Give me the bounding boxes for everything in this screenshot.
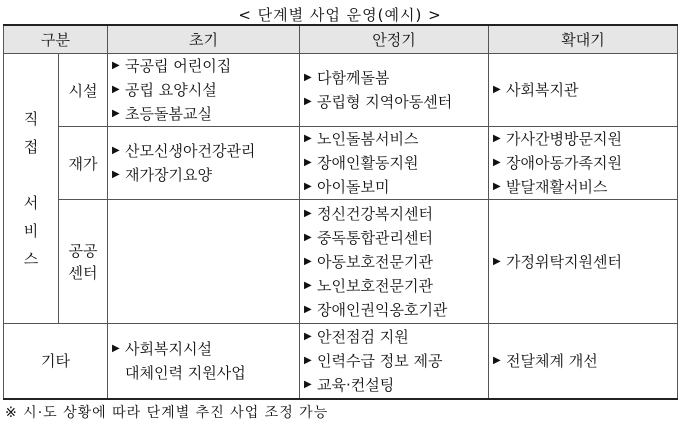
triangle-right-icon: ▶	[304, 96, 312, 107]
list-item: ▶ 다함께돌봄	[317, 66, 488, 90]
triangle-right-icon: ▶	[304, 330, 312, 342]
triangle-right-icon: ▶	[493, 181, 501, 192]
public-center-stable-cell	[300, 200, 489, 324]
list-item: ▶ 사회복지관	[506, 78, 677, 102]
triangle-right-icon: ▶	[493, 255, 501, 267]
triangle-right-icon: ▶	[493, 157, 501, 168]
list-item: ▶ 중독통합관리센터	[317, 226, 488, 250]
other-stable-cell	[300, 324, 489, 399]
facility-early-cell	[108, 54, 300, 127]
triangle-right-icon: ▶	[112, 60, 120, 71]
table-title: < 단계별 사업 운영(예시) >	[238, 6, 442, 24]
header-row	[4, 25, 678, 54]
facility-label: 시설	[59, 54, 108, 127]
triangle-right-icon: ▶	[112, 145, 120, 156]
row-public-center	[4, 200, 678, 324]
list-item: ▶ 공립 요양시설	[125, 78, 299, 102]
list-item: ▶ 아동보호전문기관	[317, 250, 488, 274]
list-item: ▶ 장애인활동지원	[317, 151, 488, 175]
facility-expansion-cell	[489, 54, 678, 127]
other-label: 기타	[4, 324, 108, 399]
list-item: ▶ 장애아동가족지원	[506, 151, 677, 175]
direct-service-char: 비	[23, 221, 39, 240]
list-item: ▶ 국공립 어린이집	[125, 54, 299, 78]
direct-service-char: 직	[23, 109, 39, 128]
header-category: 구분	[4, 25, 108, 54]
direct-service-char: 스	[23, 249, 39, 268]
list-item: ▶ 가사간병방문지원	[506, 127, 677, 151]
triangle-right-icon: ▶	[112, 169, 120, 180]
direct-service-char: 서	[23, 193, 39, 212]
header-expansion: 확대기	[489, 25, 678, 54]
facility-stable-cell	[300, 54, 489, 127]
list-item: ▶ 공립형 지역아동센터	[317, 90, 488, 114]
public-center-label	[59, 200, 108, 324]
list-item: ▶ 가정위탁지원센터	[506, 250, 677, 274]
list-item-continuation: 대체인력 지원사업	[125, 363, 246, 382]
header-stable: 안정기	[300, 25, 489, 54]
triangle-right-icon: ▶	[304, 133, 312, 144]
list-item: ▶ 아이돌보미	[317, 175, 488, 199]
home-expansion-cell	[489, 127, 678, 200]
row-home	[4, 127, 678, 200]
list-item: ▶ 발달재활서비스	[506, 175, 677, 199]
list-item: ▶ 재가장기요양	[125, 163, 299, 187]
list-item: ▶ 산모신생아건강관리	[125, 139, 299, 163]
list-item: ▶ 전달체계 개선	[506, 349, 677, 373]
home-label: 재가	[59, 127, 108, 200]
list-item: ▶ 사회복지시설	[125, 337, 299, 361]
triangle-right-icon: ▶	[304, 72, 312, 83]
list-item: ▶ 초등돌봄교실	[125, 102, 299, 126]
direct-service-char: 접	[23, 137, 39, 156]
other-early-cell	[108, 324, 300, 399]
list-item: ▶ 노인돌봄서비스	[317, 127, 488, 151]
header-early: 초기	[108, 25, 300, 54]
triangle-right-icon: ▶	[493, 84, 501, 95]
triangle-right-icon: ▶	[304, 157, 312, 168]
triangle-right-icon: ▶	[304, 255, 312, 267]
public-center-expansion-cell	[489, 200, 678, 324]
list-item: ▶ 정신건강복지센터	[317, 202, 488, 226]
list-item: ▶ 노인보호전문기관	[317, 274, 488, 298]
triangle-right-icon: ▶	[304, 181, 312, 192]
triangle-right-icon: ▶	[493, 133, 501, 144]
triangle-right-icon: ▶	[112, 342, 120, 354]
other-expansion-cell	[489, 324, 678, 399]
triangle-right-icon: ▶	[112, 84, 120, 95]
triangle-right-icon: ▶	[493, 354, 501, 366]
phase-plan-table	[3, 24, 678, 400]
home-early-cell	[108, 127, 300, 200]
footnote: ※ 시·도 상황에 따라 단계별 추진 사업 조정 가능	[5, 405, 329, 421]
home-stable-cell	[300, 127, 489, 200]
triangle-right-icon: ▶	[304, 354, 312, 366]
public-center-label-line: 센터	[68, 263, 98, 282]
triangle-right-icon: ▶	[304, 279, 312, 291]
row-facility	[4, 54, 678, 127]
triangle-right-icon: ▶	[112, 108, 120, 119]
triangle-right-icon: ▶	[304, 231, 312, 243]
list-item: ▶ 장애인권익옹호기관	[317, 298, 488, 322]
list-item: ▶ 안전점검 지원	[317, 325, 488, 349]
list-item: ▶ 교육·컨설팅	[317, 373, 488, 397]
direct-service-vertical-text	[4, 105, 58, 273]
public-center-label-line: 공공	[68, 241, 98, 260]
row-other	[4, 324, 678, 399]
triangle-right-icon: ▶	[304, 207, 312, 219]
list-item: ▶ 인력수급 정보 제공	[317, 349, 488, 373]
direct-service-label	[4, 54, 59, 324]
triangle-right-icon: ▶	[304, 378, 312, 390]
public-center-early-cell	[108, 200, 300, 324]
triangle-right-icon: ▶	[304, 303, 312, 315]
